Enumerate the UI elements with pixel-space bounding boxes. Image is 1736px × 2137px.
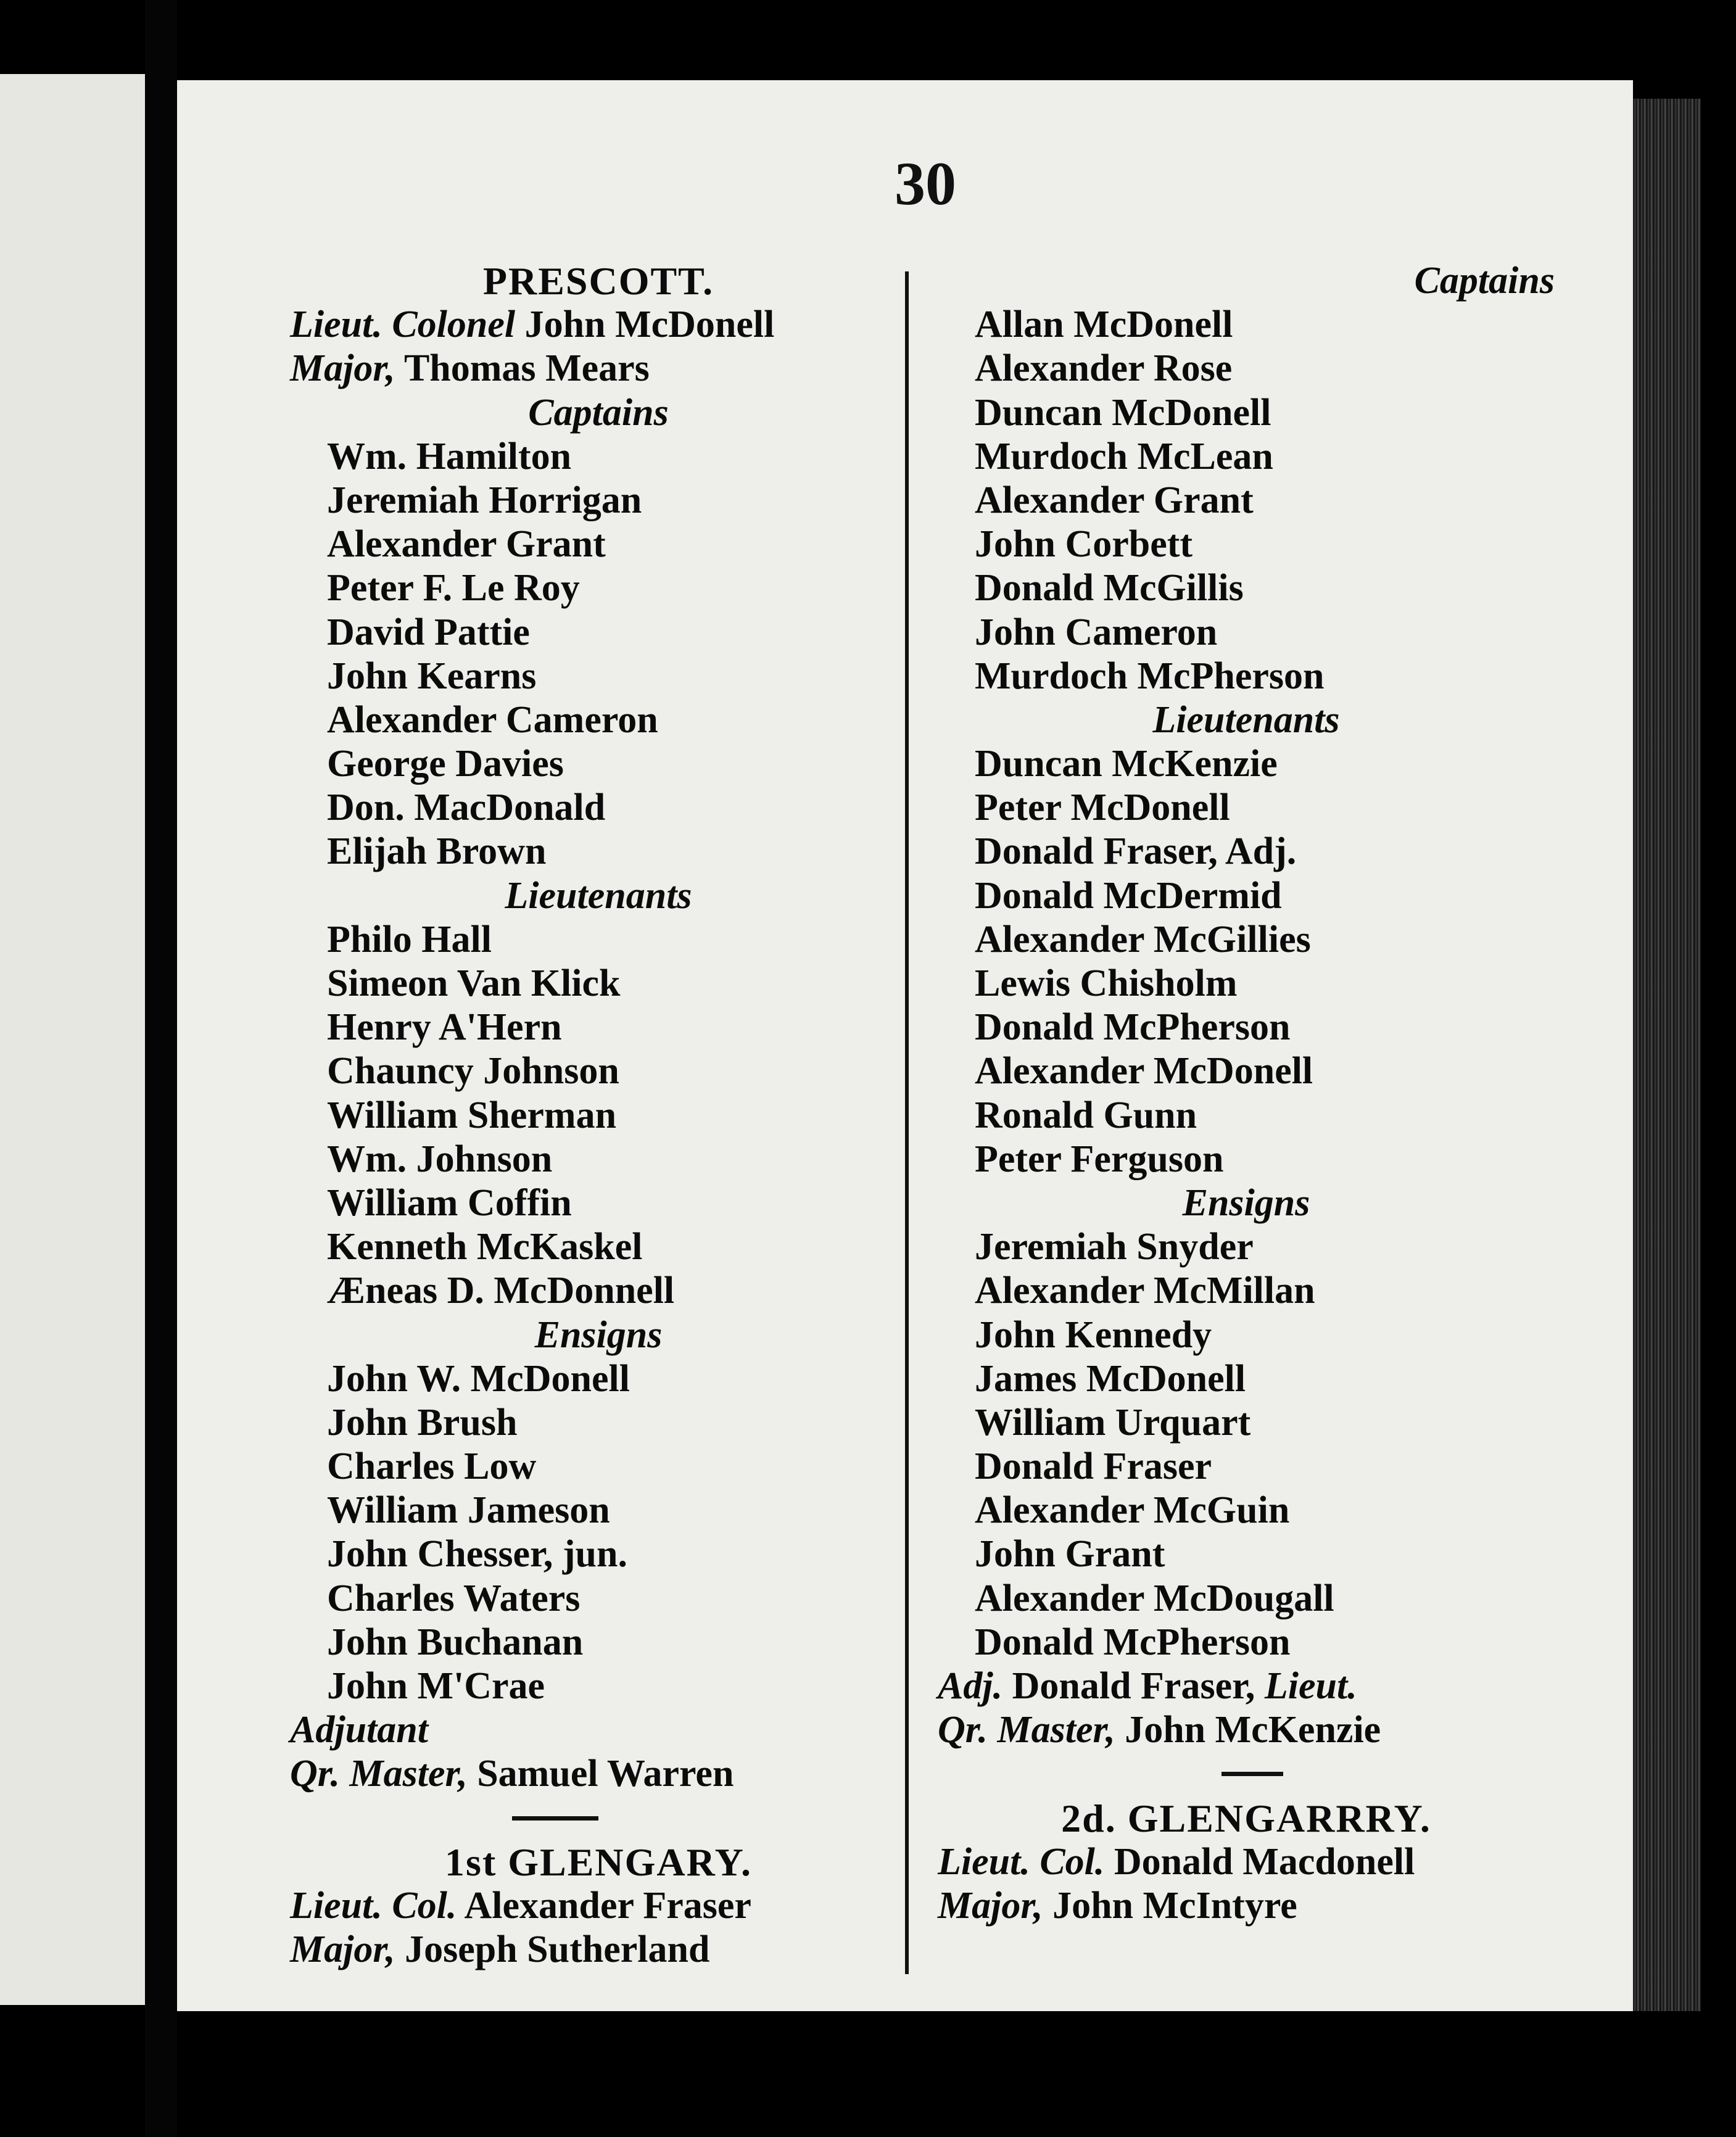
- ensigns-heading: Ensigns: [534, 1313, 663, 1356]
- rank-title: Lieut. Colonel: [290, 304, 516, 346]
- list-item: Wm. Hamilton: [327, 435, 572, 477]
- list-item: Alexander Grant: [975, 479, 1254, 521]
- list-item: John M'Crae: [327, 1665, 545, 1707]
- lieut-colonel: [290, 303, 907, 347]
- list-item: John Grant: [975, 1533, 1165, 1576]
- lieutenants-heading: Lieutenants: [1152, 698, 1340, 741]
- rank-title: Lieut. Col.: [938, 1840, 1105, 1883]
- list-item: Donald McDermid: [975, 874, 1282, 917]
- list-item: Kenneth McKaskel: [327, 1226, 643, 1268]
- list-item: Donald McPherson: [975, 1006, 1291, 1049]
- list-item: John Buchanan: [327, 1621, 584, 1663]
- officer-name: John McIntyre: [1052, 1884, 1297, 1927]
- officer-name: Joseph Sutherland: [405, 1928, 710, 1971]
- list-item: Murdoch McPherson: [975, 655, 1325, 697]
- ensigns-heading: Ensigns: [1182, 1181, 1310, 1224]
- list-item: George Davies: [327, 743, 564, 785]
- list-item: Alexander McDonell: [975, 1050, 1313, 1093]
- major: [290, 347, 907, 391]
- captains-list: [290, 435, 907, 874]
- list-item: Wm. Johnson: [327, 1138, 553, 1180]
- rank-title: Major,: [938, 1884, 1043, 1927]
- section-rule: [290, 1796, 907, 1840]
- list-item: William Coffin: [327, 1181, 572, 1224]
- list-item: Lewis Chisholm: [975, 962, 1238, 1004]
- officer-name: John McDonell: [524, 304, 775, 346]
- officer-name: Samuel Warren: [477, 1753, 734, 1795]
- left-column: [290, 259, 907, 1972]
- list-item: Donald Fraser: [975, 1445, 1212, 1488]
- list-item: John Corbett: [975, 523, 1193, 566]
- rank-title: Lieut. Col.: [290, 1884, 457, 1927]
- page-edges: [1633, 99, 1701, 2023]
- list-item: Alexander Rose: [975, 347, 1233, 390]
- adjutant: [938, 1664, 1555, 1708]
- lieutenants-list: [938, 742, 1555, 1181]
- captains-heading: Captains: [1414, 260, 1555, 302]
- book-gutter: [145, 0, 177, 2137]
- list-item: Duncan McKenzie: [975, 743, 1278, 785]
- list-item: Henry A'Hern: [327, 1006, 562, 1049]
- list-item: David Pattie: [327, 611, 530, 653]
- regiment-heading: PRESCOTT.: [482, 259, 714, 303]
- page-number: 30: [895, 149, 956, 218]
- list-item: John Chesser, jun.: [327, 1533, 627, 1576]
- right-column: [938, 259, 1555, 1928]
- list-item: Peter Ferguson: [975, 1138, 1224, 1180]
- adjutant-line: Adjutant: [290, 1709, 428, 1751]
- list-item: Donald McPherson: [975, 1621, 1291, 1663]
- captains-heading: Captains: [528, 391, 669, 434]
- list-item: Alexander McDougall: [975, 1577, 1334, 1619]
- officer-name: Donald Fraser,: [1012, 1665, 1255, 1707]
- list-item: Peter F. Le Roy: [327, 567, 580, 610]
- list-item: Chauncy Johnson: [327, 1050, 619, 1093]
- list-item: Simeon Van Klick: [327, 962, 621, 1004]
- officer-name: Donald Macdonell: [1114, 1840, 1415, 1883]
- list-item: Alexander Grant: [327, 523, 606, 566]
- list-item: Charles Low: [327, 1445, 537, 1488]
- next-regiment-heading: 2d. GLENGARRRY.: [1061, 1796, 1431, 1840]
- rank-title: Adj.: [938, 1665, 1003, 1707]
- qr-master: [938, 1708, 1555, 1752]
- list-item: Allan McDonell: [975, 304, 1233, 346]
- list-item: Jeremiah Snyder: [975, 1226, 1254, 1268]
- next-lieut-col: [938, 1840, 1555, 1884]
- scan-border: [177, 2011, 1701, 2137]
- list-item: Alexander Cameron: [327, 698, 658, 741]
- rank-title: Major,: [290, 347, 395, 390]
- list-item: William Sherman: [327, 1094, 617, 1136]
- list-item: Alexander McGillies: [975, 918, 1311, 961]
- list-item: William Urquart: [975, 1401, 1251, 1444]
- next-major: [290, 1928, 907, 1972]
- list-item: Don. MacDonald: [327, 787, 606, 829]
- lieutenants-list: [290, 918, 907, 1313]
- list-item: Jeremiah Horrigan: [327, 479, 642, 521]
- list-item: Alexander McGuin: [975, 1489, 1290, 1532]
- rank-title: Qr. Master,: [938, 1709, 1115, 1751]
- list-item: Peter McDonell: [975, 787, 1230, 829]
- list-item: Donald Fraser, Adj.: [975, 830, 1297, 873]
- next-regiment-heading: 1st GLENGARY.: [445, 1840, 752, 1884]
- list-item: James McDonell: [975, 1357, 1246, 1400]
- list-item: Philo Hall: [327, 918, 492, 961]
- officer-name: Thomas Mears: [403, 347, 650, 390]
- officer-name: John McKenzie: [1125, 1709, 1381, 1751]
- facing-page-edge: [0, 74, 145, 2005]
- ensigns-list: [938, 1225, 1555, 1664]
- lieutenants-heading: Lieutenants: [505, 874, 692, 917]
- list-item: Alexander McMillan: [975, 1270, 1315, 1312]
- captains-list: [938, 303, 1555, 698]
- rank-title: Qr. Master,: [290, 1753, 468, 1795]
- list-item: Murdoch McLean: [975, 435, 1273, 477]
- officer-name: Alexander Fraser: [464, 1884, 751, 1927]
- list-item: John Brush: [327, 1401, 518, 1444]
- list-item: John W. McDonell: [327, 1357, 630, 1400]
- list-item: Duncan McDonell: [975, 391, 1271, 434]
- list-item: John Kennedy: [975, 1313, 1212, 1356]
- next-lieut-col: [290, 1884, 907, 1928]
- list-item: Charles Waters: [327, 1577, 581, 1619]
- list-item: Donald McGillis: [975, 567, 1244, 610]
- list-item: Æneas D. McDonnell: [327, 1270, 675, 1312]
- rank-suffix: Lieut.: [1264, 1665, 1357, 1707]
- list-item: John Cameron: [975, 611, 1218, 653]
- next-major: [938, 1884, 1555, 1928]
- ensigns-list: [290, 1357, 907, 1709]
- qr-master: [290, 1752, 907, 1796]
- list-item: William Jameson: [327, 1489, 610, 1532]
- list-item: Elijah Brown: [327, 830, 547, 873]
- rank-title: Major,: [290, 1928, 395, 1971]
- list-item: Ronald Gunn: [975, 1094, 1197, 1136]
- section-rule: [938, 1752, 1555, 1796]
- list-item: John Kearns: [327, 655, 537, 697]
